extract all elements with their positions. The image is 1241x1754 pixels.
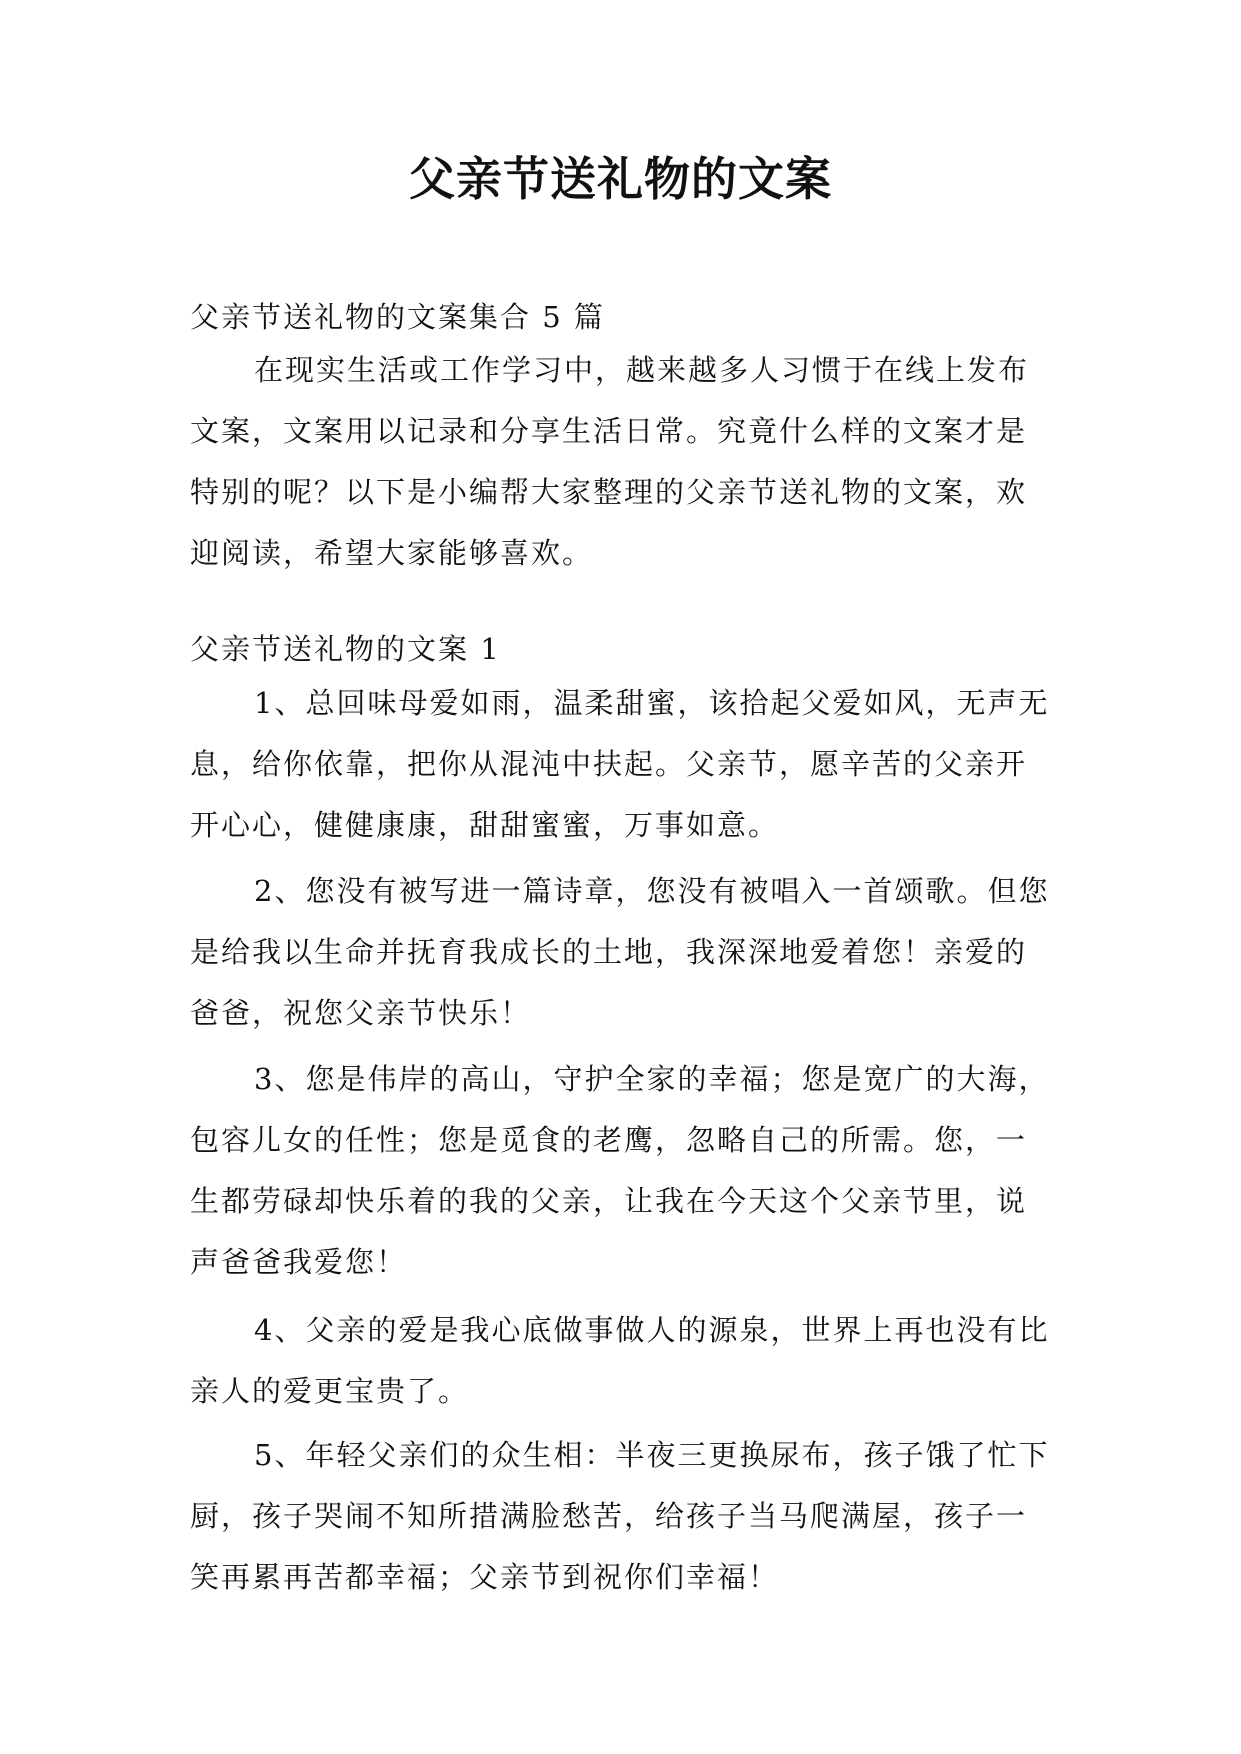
- document-subtitle: 父亲节送礼物的文案集合 5 篇: [190, 300, 605, 334]
- list-item: 4、父亲的爱是我心底做事做人的源泉，世界上再也没有比亲人的爱更宝贵了。: [190, 1313, 1050, 1408]
- list-item: 2、您没有被写进一篇诗章，您没有被唱入一首颂歌。但您是给我以生命并抚育我成长的土地，我深深地爱着您！亲爱的爸爸，祝您父亲节快乐！: [190, 874, 1050, 1030]
- list-item: 3、您是伟岸的高山，守护全家的幸福；您是宽广的大海，包容儿女的任性；您是觅食的老鹰，忽略自己的所需。您，一生都劳碌却快乐着的我的父亲，让我在今天这个父亲节里，说声爸爸我爱您！: [190, 1062, 1050, 1279]
- section-heading: 父亲节送礼物的文案 1: [190, 632, 501, 666]
- list-item: 1、总回味母爱如雨，温柔甜蜜，该拾起父爱如风，无声无息，给你依靠，把你从混沌中扶起。父亲节，愿辛苦的父亲开开心心，健健康康，甜甜蜜蜜，万事如意。: [190, 686, 1050, 842]
- intro-paragraph: 在现实生活或工作学习中，越来越多人习惯于在线上发布文案，文案用以记录和分享生活日常。究竟什么样的文案才是特别的呢？以下是小编帮大家整理的父亲节送礼物的文案，欢迎阅读，希望大家能够喜欢。: [190, 353, 1030, 570]
- list-item: 5、年轻父亲们的众生相：半夜三更换尿布，孩子饿了忙下厨，孩子哭闹不知所措满脸愁苦，给孩子当马爬满屋，孩子一笑再累再苦都幸福；父亲节到祝你们幸福！: [190, 1438, 1050, 1594]
- document-title: 父亲节送礼物的文案: [409, 152, 832, 206]
